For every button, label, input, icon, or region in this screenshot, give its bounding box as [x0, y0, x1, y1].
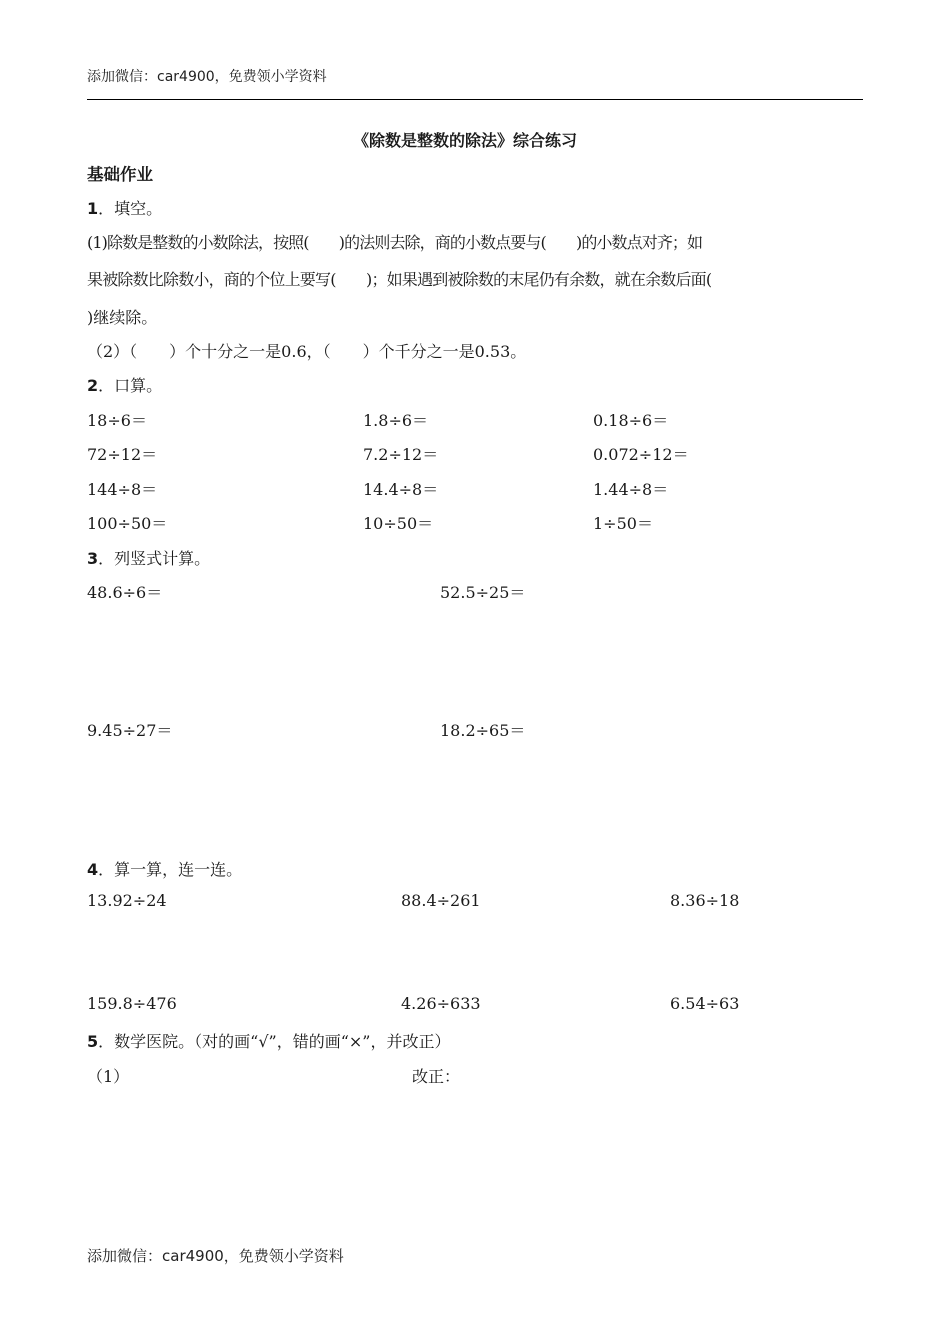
q2-heading — [87, 373, 162, 396]
mental-math-item: 0.18÷6＝ — [593, 411, 669, 430]
q4-label: ．算一算，连一连。 — [98, 860, 243, 879]
match-item: 159.8÷476 — [87, 994, 177, 1013]
q4-number: 4 — [87, 860, 99, 879]
q1-line-2: 果被除数比除数小，商的个位上要写( )；如果遇到被除数的末尾仍有余数，就在余数后面( — [87, 270, 712, 289]
mental-math-item: 1.8÷6＝ — [363, 411, 429, 430]
mental-math-item: 1÷50＝ — [593, 514, 653, 533]
q1-line-4: （2）（ ）个十分之一是0.6，（ ）个千分之一是0.53。 — [87, 342, 527, 361]
header-rule — [87, 99, 863, 100]
q5-item-1: （1） — [87, 1067, 130, 1086]
vertical-calc-item: 18.2÷65＝ — [440, 721, 526, 740]
q1-number: 1 — [87, 199, 99, 218]
vertical-calc-item: 48.6÷6＝ — [87, 583, 163, 602]
q4-heading — [87, 857, 242, 880]
q3-label: ．列竖式计算。 — [98, 549, 211, 568]
vertical-calc-item: 9.45÷27＝ — [87, 721, 173, 740]
correction-label: 改正： — [412, 1067, 461, 1086]
q2-number: 2 — [87, 376, 99, 395]
mental-math-item: 7.2÷12＝ — [363, 445, 439, 464]
q5-label: ．数学医院。（对的画“√”，错的画“×”，并改正） — [98, 1032, 451, 1051]
mental-math-item: 18÷6＝ — [87, 411, 147, 430]
q3-heading — [87, 546, 210, 569]
match-item: 8.36÷18 — [670, 891, 740, 910]
q1-heading — [87, 196, 162, 219]
match-item: 13.92÷24 — [87, 891, 167, 910]
mental-math-item: 0.072÷12＝ — [593, 445, 689, 464]
match-item: 6.54÷63 — [670, 994, 740, 1013]
mental-math-item: 10÷50＝ — [363, 514, 434, 533]
q1-label: ．填空。 — [98, 199, 163, 218]
mental-math-item: 1.44÷8＝ — [593, 480, 669, 499]
mental-math-item: 100÷50＝ — [87, 514, 168, 533]
match-item: 88.4÷261 — [401, 891, 481, 910]
mental-math-item: 144÷8＝ — [87, 480, 158, 499]
match-item: 4.26÷633 — [401, 994, 481, 1013]
q3-number: 3 — [87, 549, 99, 568]
q5-heading — [87, 1029, 450, 1052]
page-footer: 添加微信：car4900，免费领小学资料 — [87, 1247, 344, 1265]
mental-math-item: 72÷12＝ — [87, 445, 158, 464]
vertical-calc-item: 52.5÷25＝ — [440, 583, 526, 602]
q5-number: 5 — [87, 1032, 99, 1051]
section-title: 基础作业 — [87, 165, 153, 184]
q2-label: ．口算。 — [98, 376, 163, 395]
page-header: 添加微信：car4900，免费领小学资料 — [87, 69, 327, 85]
q1-line-1: (1)除数是整数的小数除法，按照( )的法则去除，商的小数点要与( )的小数点对齐；如 — [87, 233, 703, 252]
q1-line-3: )继续除。 — [87, 308, 158, 327]
mental-math-item: 14.4÷8＝ — [363, 480, 439, 499]
worksheet-title: 《除数是整数的除法》综合练习 — [353, 131, 578, 150]
